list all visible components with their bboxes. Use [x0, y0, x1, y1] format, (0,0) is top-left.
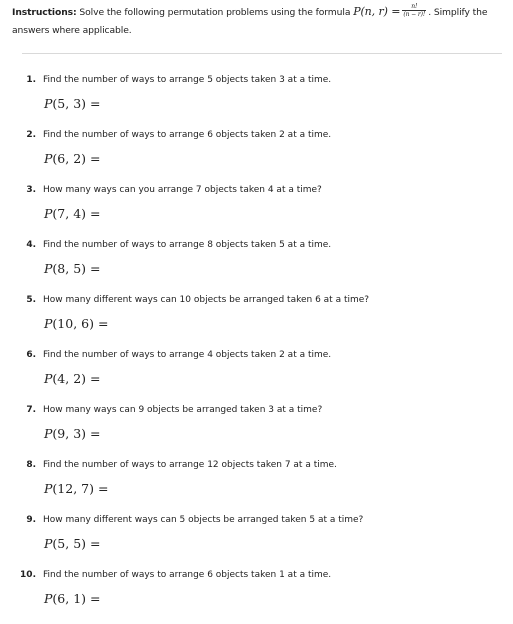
answer-field[interactable]	[44, 316, 108, 332]
instructions-text-before: Solve the following permutation problems using the formula	[79, 7, 351, 18]
answer-args: (7, 4)	[52, 206, 87, 221]
instructions-text-after: . Simplify the answers where applicable.	[12, 7, 488, 36]
problem-text: How many different ways can 10 objects be arranged taken 6 at a time?	[43, 295, 370, 305]
section-divider	[22, 53, 502, 54]
problem-text: Find the number of ways to arrange 8 objects taken 5 at a time.	[43, 240, 332, 250]
answer-args: (6, 2)	[52, 151, 87, 166]
answer-field[interactable]	[44, 426, 101, 442]
instructions	[12, 3, 504, 40]
problem-question	[0, 183, 322, 197]
problem-text: How many ways can 9 objects be arranged taken 3 at a time?	[43, 405, 323, 415]
permutation-formula	[353, 2, 428, 18]
problem-question	[0, 238, 331, 252]
problem-question	[0, 293, 369, 307]
problem-text: Find the number of ways to arrange 12 objects taken 7 at a time.	[43, 460, 337, 470]
problem-number: 1.	[26, 75, 36, 85]
answer-function: P	[44, 371, 53, 386]
problem-number: 7.	[26, 405, 36, 415]
answer-args: (10, 6)	[52, 316, 94, 331]
problem-item	[0, 403, 513, 458]
problem-number: 4.	[26, 240, 36, 250]
formula-numerator: n!	[402, 3, 426, 11]
answer-args: (4, 2)	[52, 371, 87, 386]
answer-equals: =	[90, 371, 101, 386]
problem-number: 5.	[26, 295, 36, 305]
instructions-label: Instructions:	[12, 7, 77, 18]
answer-function: P	[44, 151, 53, 166]
answer-equals: =	[90, 261, 101, 276]
answer-function: P	[44, 261, 53, 276]
problem-question	[0, 513, 363, 527]
answer-field[interactable]	[44, 261, 101, 277]
problem-item	[0, 348, 513, 403]
answer-field[interactable]	[44, 591, 101, 607]
answer-args: (9, 3)	[52, 426, 87, 441]
answer-field[interactable]	[44, 151, 101, 167]
problem-number: 9.	[26, 515, 36, 525]
problem-number: 2.	[26, 130, 36, 140]
answer-function: P	[44, 316, 53, 331]
answer-args: (5, 3)	[52, 96, 87, 111]
answer-args: (5, 5)	[52, 536, 87, 551]
problem-item	[0, 513, 513, 568]
answer-function: P	[44, 426, 53, 441]
problem-item	[0, 293, 513, 348]
formula-fraction	[402, 3, 426, 18]
problem-item	[0, 568, 513, 623]
answer-function: P	[44, 591, 53, 606]
problem-text: Find the number of ways to arrange 6 objects taken 1 at a time.	[43, 570, 332, 580]
answer-args: (8, 5)	[52, 261, 87, 276]
answer-equals: =	[90, 206, 101, 221]
answer-field[interactable]	[44, 96, 101, 112]
problem-question	[0, 458, 337, 472]
answer-field[interactable]	[44, 206, 101, 222]
problem-text: Find the number of ways to arrange 4 objects taken 2 at a time.	[43, 350, 332, 360]
answer-field[interactable]	[44, 371, 101, 387]
problem-number: 8.	[26, 460, 36, 470]
problem-item	[0, 183, 513, 238]
problem-number: 10.	[20, 570, 36, 580]
problem-question	[0, 348, 331, 362]
answer-function: P	[44, 536, 53, 551]
problem-number: 3.	[26, 185, 36, 195]
problem-question	[0, 403, 322, 417]
problem-text: How many different ways can 5 objects be arranged taken 5 at a time?	[43, 515, 364, 525]
problem-item	[0, 458, 513, 513]
answer-function: P	[44, 481, 53, 496]
problem-question	[0, 128, 331, 142]
answer-function: P	[44, 206, 53, 221]
answer-equals: =	[90, 151, 101, 166]
problem-item	[0, 128, 513, 183]
answer-equals: =	[90, 426, 101, 441]
answer-field[interactable]	[44, 536, 101, 552]
answer-equals: =	[90, 591, 101, 606]
answer-equals: =	[97, 316, 109, 331]
problem-item	[0, 73, 513, 128]
problem-question	[0, 73, 331, 87]
answer-args: (12, 7)	[52, 481, 94, 496]
answer-equals: =	[97, 481, 109, 496]
problem-question	[0, 568, 331, 582]
answer-equals: =	[90, 96, 101, 111]
answer-args: (6, 1)	[52, 591, 87, 606]
problem-text: How many ways can you arrange 7 objects taken 4 at a time?	[43, 185, 322, 195]
formula-denominator: (n − r)!	[403, 10, 426, 18]
answer-field[interactable]	[44, 481, 108, 497]
answer-function: P	[44, 96, 53, 111]
formula-lhs: P(n, r) =	[353, 5, 401, 18]
answer-equals: =	[90, 536, 101, 551]
problem-text: Find the number of ways to arrange 5 objects taken 3 at a time.	[43, 75, 332, 85]
problem-item	[0, 238, 513, 293]
problem-text: Find the number of ways to arrange 6 objects taken 2 at a time.	[43, 130, 332, 140]
problem-number: 6.	[26, 350, 36, 360]
